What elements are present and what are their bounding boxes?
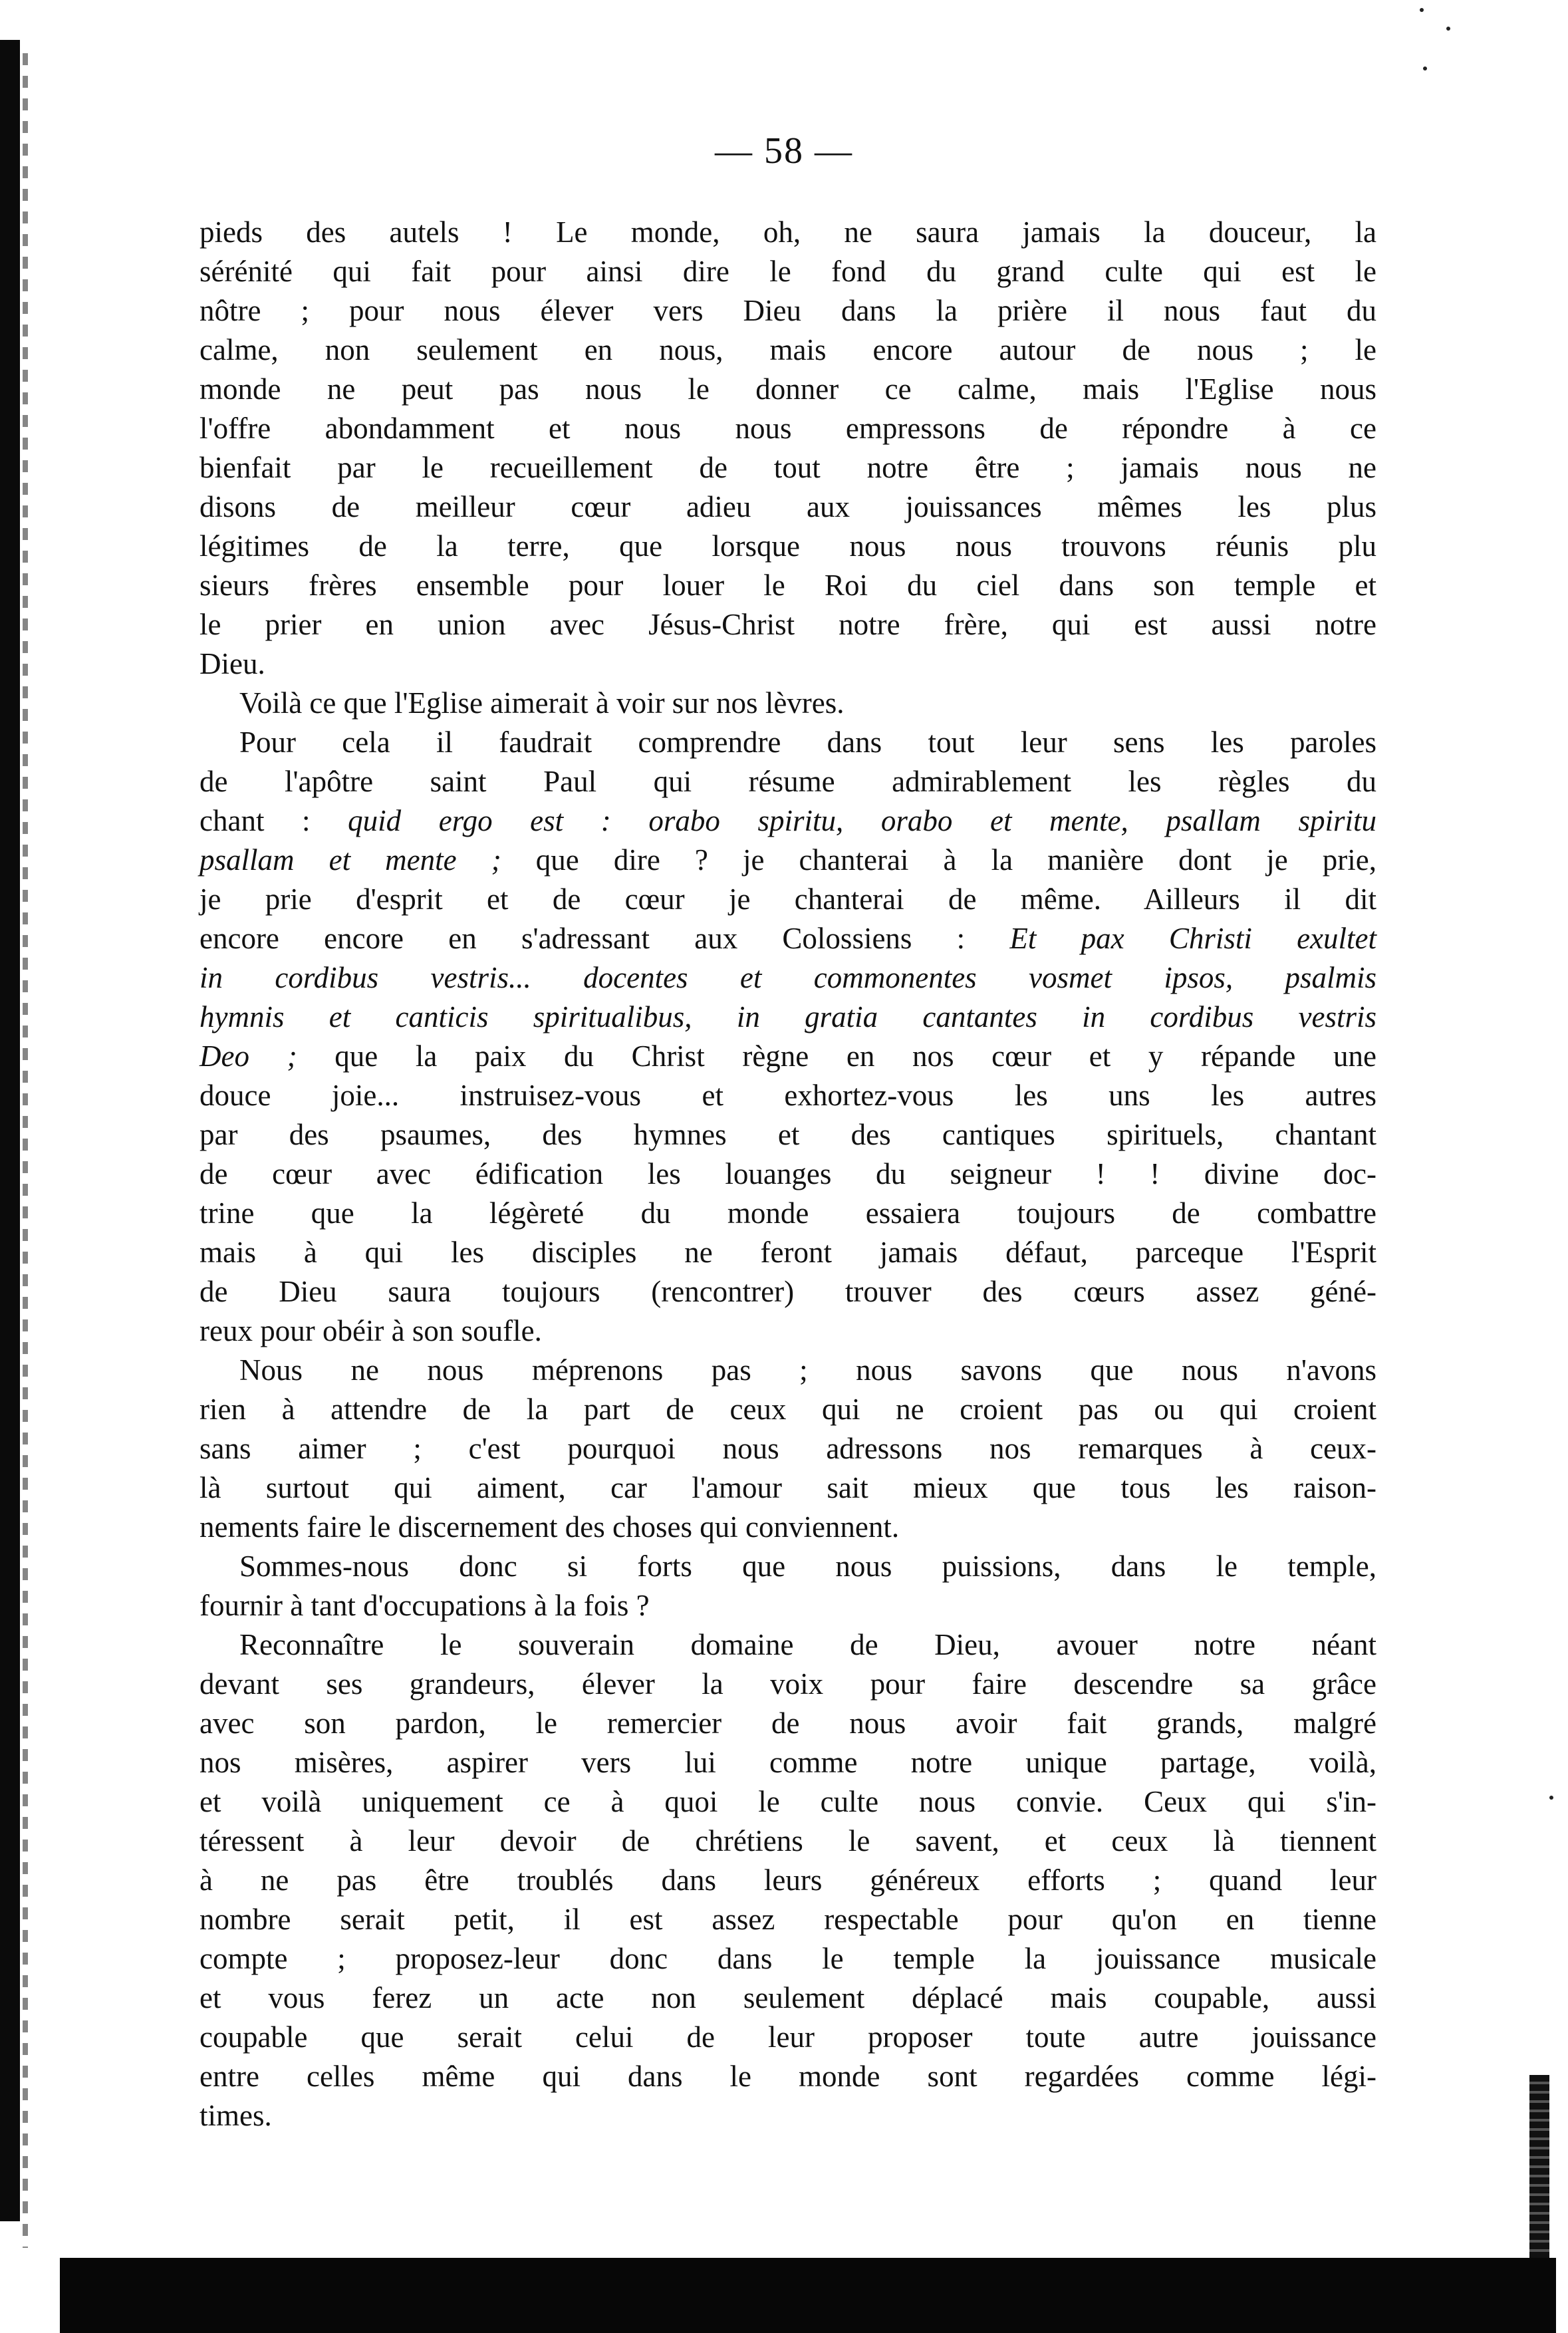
text-line (199, 1704, 1376, 1743)
text-line (199, 998, 1376, 1037)
text-segment: monde ne peut pas nous le donner ce calme, mais l'Eglise nous (199, 372, 1376, 406)
scan-left-border (0, 40, 20, 2221)
text-segment: je prie d'esprit et de cœur je chanterai de même. Ailleurs il dit (199, 883, 1376, 916)
text-line (199, 1272, 1376, 1311)
scan-bottom-border (60, 2258, 1556, 2333)
scan-speck (1446, 27, 1450, 31)
text-segment: compte ; proposez-leur donc dans le temple la jouissance musicale (199, 1942, 1376, 1975)
text-segment: là surtout qui aiment, car l'amour sait mieux que tous les raison- (199, 1471, 1376, 1504)
text-segment: avec son pardon, le remercier de nous avoir fait grands, malgré (199, 1707, 1376, 1740)
text-segment: nos misères, aspirer vers lui comme notre unique partage, voilà, (199, 1746, 1376, 1779)
text-segment: disons de meilleur cœur adieu aux jouissances mêmes les plus (199, 490, 1376, 523)
page-number: — 58 — (715, 130, 853, 172)
scan-left-dotted-edge (23, 53, 28, 2248)
text-segment: Reconnaître le souverain domaine de Dieu, avouer notre néant (239, 1628, 1376, 1661)
text-segment: calme, non seulement en nous, mais encore autour de nous ; le (199, 333, 1376, 366)
scan-speck (1423, 67, 1427, 70)
text-line (199, 213, 1376, 252)
text-line (199, 723, 1376, 762)
text-segment: nôtre ; pour nous élever vers Dieu dans la prière il nous faut du (199, 294, 1376, 327)
text-line (199, 1390, 1376, 1429)
text-line (199, 605, 1376, 644)
text-line (199, 1665, 1376, 1704)
text-segment: téressent à leur devoir de chrétiens le savent, et ceux là tiennent (199, 1824, 1376, 1857)
text-segment: à ne pas être troublés dans leurs généreux efforts ; quand leur (199, 1863, 1376, 1897)
scan-speck (1420, 8, 1424, 12)
text-line (199, 2057, 1376, 2096)
text-segment: devant ses grandeurs, élever la voix pour faire descendre sa grâce (199, 1667, 1376, 1701)
text-segment: fournir à tant d'occupations à la fois ? (199, 1589, 650, 1622)
text-segment: bienfait par le recueillement de tout notre être ; jamais nous ne (199, 451, 1376, 484)
text-line (199, 841, 1376, 880)
text-segment: de l'apôtre saint Paul qui résume admirablement les règles du (199, 765, 1376, 798)
text-line (199, 1900, 1376, 1939)
text-line (199, 527, 1376, 566)
italic-text-segment: in cordibus vestris... docentes et commonentes vosmet ipsos, psalmis (199, 961, 1376, 994)
text-line (199, 1233, 1376, 1272)
text-line (199, 1979, 1376, 2018)
text-line (199, 2018, 1376, 2057)
text-segment: nements faire le discernement des choses qui conviennent. (199, 1510, 900, 1544)
text-line (199, 291, 1376, 331)
text-segment: douce joie... instruisez-vous et exhortez-vous les uns les autres (199, 1079, 1376, 1112)
text-line (199, 762, 1376, 801)
text-line (199, 1076, 1376, 1115)
text-line (199, 1743, 1376, 1782)
text-line (199, 1351, 1376, 1390)
text-line (199, 1037, 1376, 1076)
text-segment: que dire ? je chanterai à la manière dont je prie, (501, 843, 1376, 877)
text-line (199, 1586, 1376, 1625)
text-segment: légitimes de la terre, que lorsque nous nous trouvons réunis plu (199, 529, 1376, 563)
text-line (199, 370, 1376, 409)
text-segment: sans aimer ; c'est pourquoi nous adressons nos remarques à ceux- (199, 1432, 1376, 1465)
scan-right-edge-mark (1529, 2075, 1549, 2288)
text-line (199, 644, 1376, 684)
text-line (199, 1625, 1376, 1665)
text-segment: coupable que serait celui de leur proposer toute autre jouissance (199, 2020, 1376, 2054)
text-segment: et voilà uniquement ce à quoi le culte nous convie. Ceux qui s'in- (199, 1785, 1376, 1818)
text-line (199, 409, 1376, 448)
text-segment: Voilà ce que l'Eglise aimerait à voir sur nos lèvres. (239, 686, 845, 720)
text-segment: reux pour obéir à son soufle. (199, 1314, 542, 1347)
italic-text-segment: Et pax Christi exultet (1009, 922, 1377, 955)
text-line (199, 1155, 1376, 1194)
italic-text-segment: psallam et mente ; (199, 843, 501, 877)
text-segment: times. (199, 2099, 272, 2132)
text-segment: trine que la légèreté du monde essaiera toujours de combattre (199, 1196, 1376, 1230)
text-segment: encore encore en s'adressant aux Colossiens : (199, 922, 1010, 955)
text-line (199, 1782, 1376, 1822)
text-segment: nombre serait petit, il est assez respectable pour qu'on en tienne (199, 1903, 1376, 1936)
text-line (199, 880, 1376, 919)
text-segment: l'offre abondamment et nous nous empressons de répondre à ce (199, 412, 1376, 445)
text-segment: de cœur avec édification les louanges du seigneur ! ! divine doc- (199, 1157, 1376, 1190)
text-segment: entre celles même qui dans le monde sont regardées comme légi- (199, 2060, 1376, 2093)
text-line (199, 1547, 1376, 1586)
text-segment: que la paix du Christ règne en nos cœur et y répande une (297, 1039, 1376, 1073)
text-segment: et vous ferez un acte non seulement déplacé mais coupable, aussi (199, 1981, 1376, 2014)
text-line (199, 958, 1376, 998)
text-line (199, 684, 1376, 723)
text-segment: pieds des autels ! Le monde, oh, ne saura jamais la douceur, la (199, 215, 1376, 249)
text-segment: par des psaumes, des hymnes et des cantiques spirituels, chantant (199, 1118, 1376, 1151)
italic-text-segment: Deo ; (199, 1039, 297, 1073)
text-segment: Pour cela il faudrait comprendre dans tout leur sens les paroles (239, 726, 1376, 759)
italic-text-segment: hymnis et canticis spiritualibus, in gratia cantantes in cordibus vestris (199, 1000, 1376, 1033)
text-line (199, 2096, 1376, 2135)
text-line (199, 1194, 1376, 1233)
italic-text-segment: quid ergo est : orabo spiritu, orabo et mente, psallam spiritu (348, 804, 1376, 837)
text-line (199, 252, 1376, 291)
text-line (199, 566, 1376, 605)
text-segment: chant : (199, 804, 348, 837)
text-line (199, 1861, 1376, 1900)
text-line (199, 1311, 1376, 1351)
text-line (199, 1939, 1376, 1979)
text-line (199, 1429, 1376, 1468)
text-segment: Dieu. (199, 647, 265, 680)
text-line (199, 487, 1376, 527)
text-line (199, 1822, 1376, 1861)
text-segment: sérénité qui fait pour ainsi dire le fond du grand culte qui est le (199, 255, 1376, 288)
text-segment: de Dieu saura toujours (rencontrer) trouver des cœurs assez géné- (199, 1275, 1376, 1308)
text-segment: Sommes-nous donc si forts que nous puissions, dans le temple, (239, 1550, 1376, 1583)
text-segment: sieurs frères ensemble pour louer le Roi du ciel dans son temple et (199, 569, 1376, 602)
text-line (199, 331, 1376, 370)
text-line (199, 448, 1376, 487)
body-text (199, 213, 1376, 2135)
text-line (199, 1508, 1376, 1547)
text-segment: le prier en union avec Jésus-Christ notre frère, qui est aussi notre (199, 608, 1376, 641)
text-line (199, 801, 1376, 841)
text-segment: mais à qui les disciples ne feront jamais défaut, parceque l'Esprit (199, 1236, 1376, 1269)
text-line (199, 1115, 1376, 1155)
text-segment: Nous ne nous méprenons pas ; nous savons que nous n'avons (239, 1353, 1376, 1387)
text-line (199, 1468, 1376, 1508)
scan-speck (1549, 1796, 1553, 1800)
text-segment: rien à attendre de la part de ceux qui ne croient pas ou qui croient (199, 1393, 1376, 1426)
text-line (199, 919, 1376, 958)
